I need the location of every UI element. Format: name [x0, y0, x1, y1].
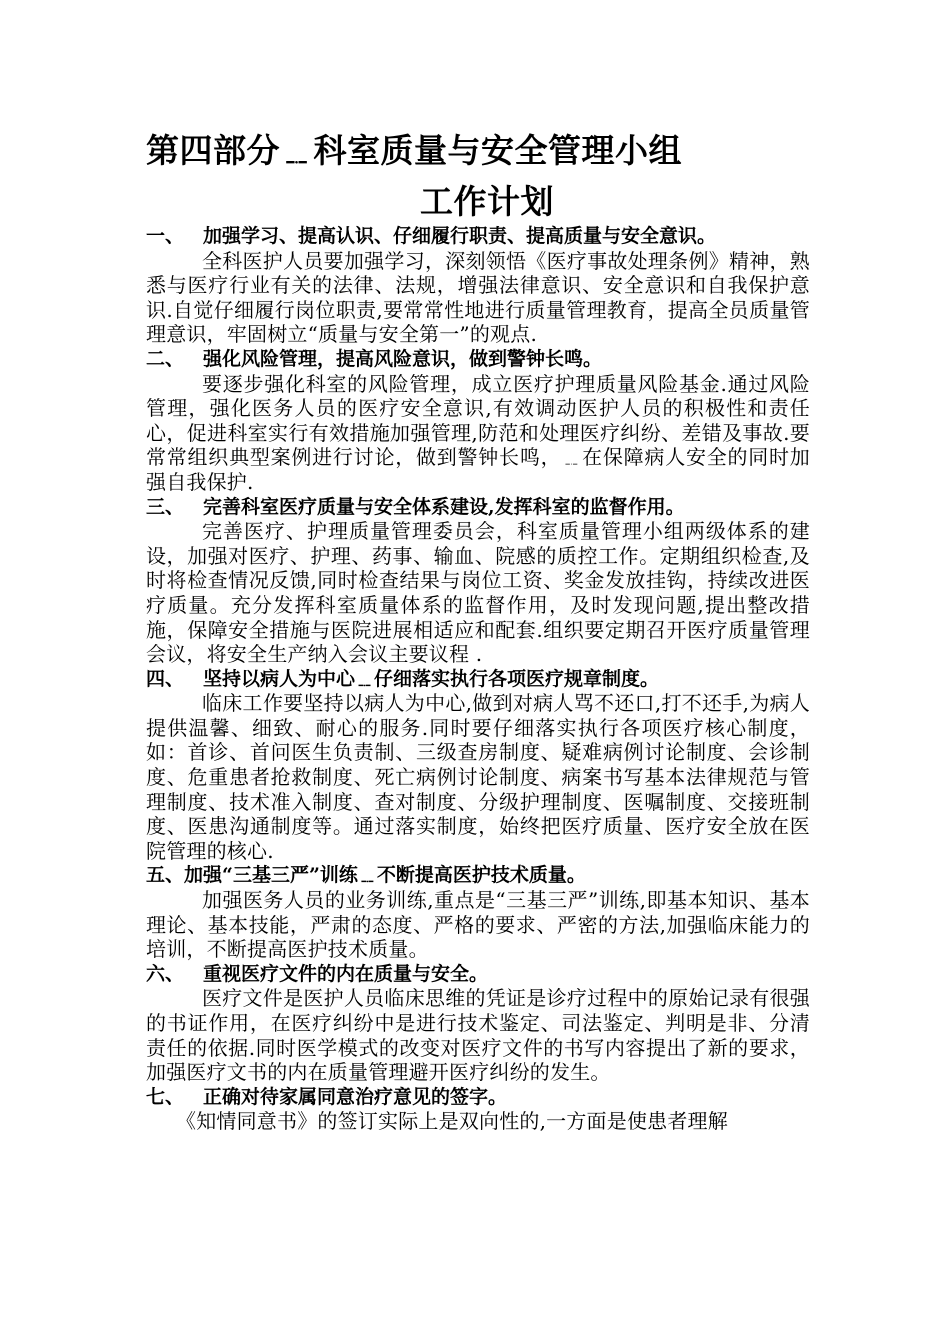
section-1: [146, 224, 810, 347]
section-number: 三、: [146, 495, 185, 518]
section-number: 七、: [146, 1085, 185, 1108]
section-heading-text: 加强“三基三严”训练﹎不断提高医护技术质量。: [184, 864, 586, 887]
section-paragraph: 要逐步强化科室的风险管理，成立医疗护理质量风险基金.通过风险管理，强化医务人员的医疗安全意识,有效调动医护人员的积极性和责任心，促进科室实行有效措施加强管理,防范和处理医疗纠纷、差错及事故.要常常组织典型案例进行讨论，做到警钟长鸣，﹎在保障病人安全的同时加强自我保护.: [146, 371, 810, 494]
section-6: [146, 962, 810, 1085]
document-title-line2: 工作计划: [420, 182, 554, 221]
section-number: 一、: [146, 225, 185, 247]
section-5: [146, 863, 810, 961]
section-heading: [146, 224, 810, 249]
section-paragraph: 《知情同意书》的签订实际上是双向性的,一方面是使患者理解: [176, 1109, 728, 1134]
section-heading-text: 加强学习、提高认识、仔细履行职责、提高质量与安全意识。: [203, 225, 717, 247]
section-3: [146, 495, 810, 667]
document-title-line1: 第四部分﹎科室质量与安全管理小组: [146, 131, 682, 170]
section-paragraph: 临床工作要坚持以病人为中心,做到对病人骂不还口,打不还手,为病人提供温馨、细致、耐心的服务.同时要仔细落实执行各项医疗核心制度，如：首诊、首问医生负责制、三级查房制度、疑难病例讨论制度、会诊制度、危重患者抢救制度、死亡病例讨论制度、病案书写基本法律规范与管理制度、技术准入制度、查对制度、分级护理制度、医嘱制度、交接班制度、医患沟通制度等。通过落实制度，始终把医疗质量、医疗安全放在医院管理的核心.: [146, 691, 810, 863]
section-2: [146, 347, 810, 495]
section-number: 六、: [146, 962, 185, 985]
section-heading: [146, 347, 810, 372]
section-number: 五、: [146, 864, 185, 887]
section-paragraph: 加强医务人员的业务训练,重点是“三基三严”训练,即基本知识、基本理论、基本技能，严肃的态度、严格的要求、严密的方法,加强临床能力的培训，不断提高医护技术质量。: [146, 888, 810, 962]
section-4: [146, 667, 810, 864]
section-heading: [146, 863, 810, 888]
section-heading: [146, 667, 810, 692]
section-heading: [146, 962, 810, 987]
section-number: 二、: [146, 347, 185, 370]
section-paragraph: 完善医疗、护理质量管理委员会，科室质量管理小组两级体系的建设，加强对医疗、护理、药事、输血、院感的质控工作。定期组织检查,及时将检查情况反馈,同时检查结果与岗位工资、奖金发放挂钩，持续改进医疗质量。充分发挥科室质量体系的监督作用，及时发现问题,提出整改措施，保障安全措施与医院进展相适应和配套.组织要定期召开医疗质量管理会议，将安全生产纳入会议主要议程 .: [146, 519, 810, 667]
section-heading-text: 正确对待家属同意治疗意见的签字。: [203, 1085, 508, 1108]
section-heading-text: 强化风险管理，提高风险意识，做到警钟长鸣。: [203, 347, 603, 370]
section-number: 四、: [146, 667, 185, 690]
section-heading-text: 完善科室医疗质量与安全体系建设,发挥科室的监督作用。: [203, 495, 685, 518]
section-paragraph: 全科医护人员要加强学习，深刻领悟《医疗事故处理条例》精神，熟悉与医疗行业有关的法律、法规，增强法律意识、安全意识和自我保护意识.自觉仔细履行岗位职责,要常常性地进行质量管理教育，提高全员质量管理意识，牢固树立“质量与安全第一”的观点.: [146, 248, 810, 347]
document-body: [146, 224, 810, 1134]
section-heading-text: 重视医疗文件的内在质量与安全。: [203, 962, 489, 985]
section-7: [146, 1085, 810, 1134]
section-heading: [146, 495, 810, 520]
section-heading-text: 坚持以病人为中心﹎仔细落实执行各项医疗规章制度。: [203, 667, 660, 690]
section-paragraph: 医疗文件是医护人员临床思维的凭证是诊疗过程中的原始记录有很强的书证作用，在医疗纠纷中是进行技术鉴定、司法鉴定、判明是非、分清责任的依据.同时医学模式的改变对医疗文件的书写内容提出了新的要求，加强医疗文书的内在质量管理避开医疗纠纷的发生。: [146, 986, 810, 1085]
section-heading: [146, 1085, 810, 1110]
